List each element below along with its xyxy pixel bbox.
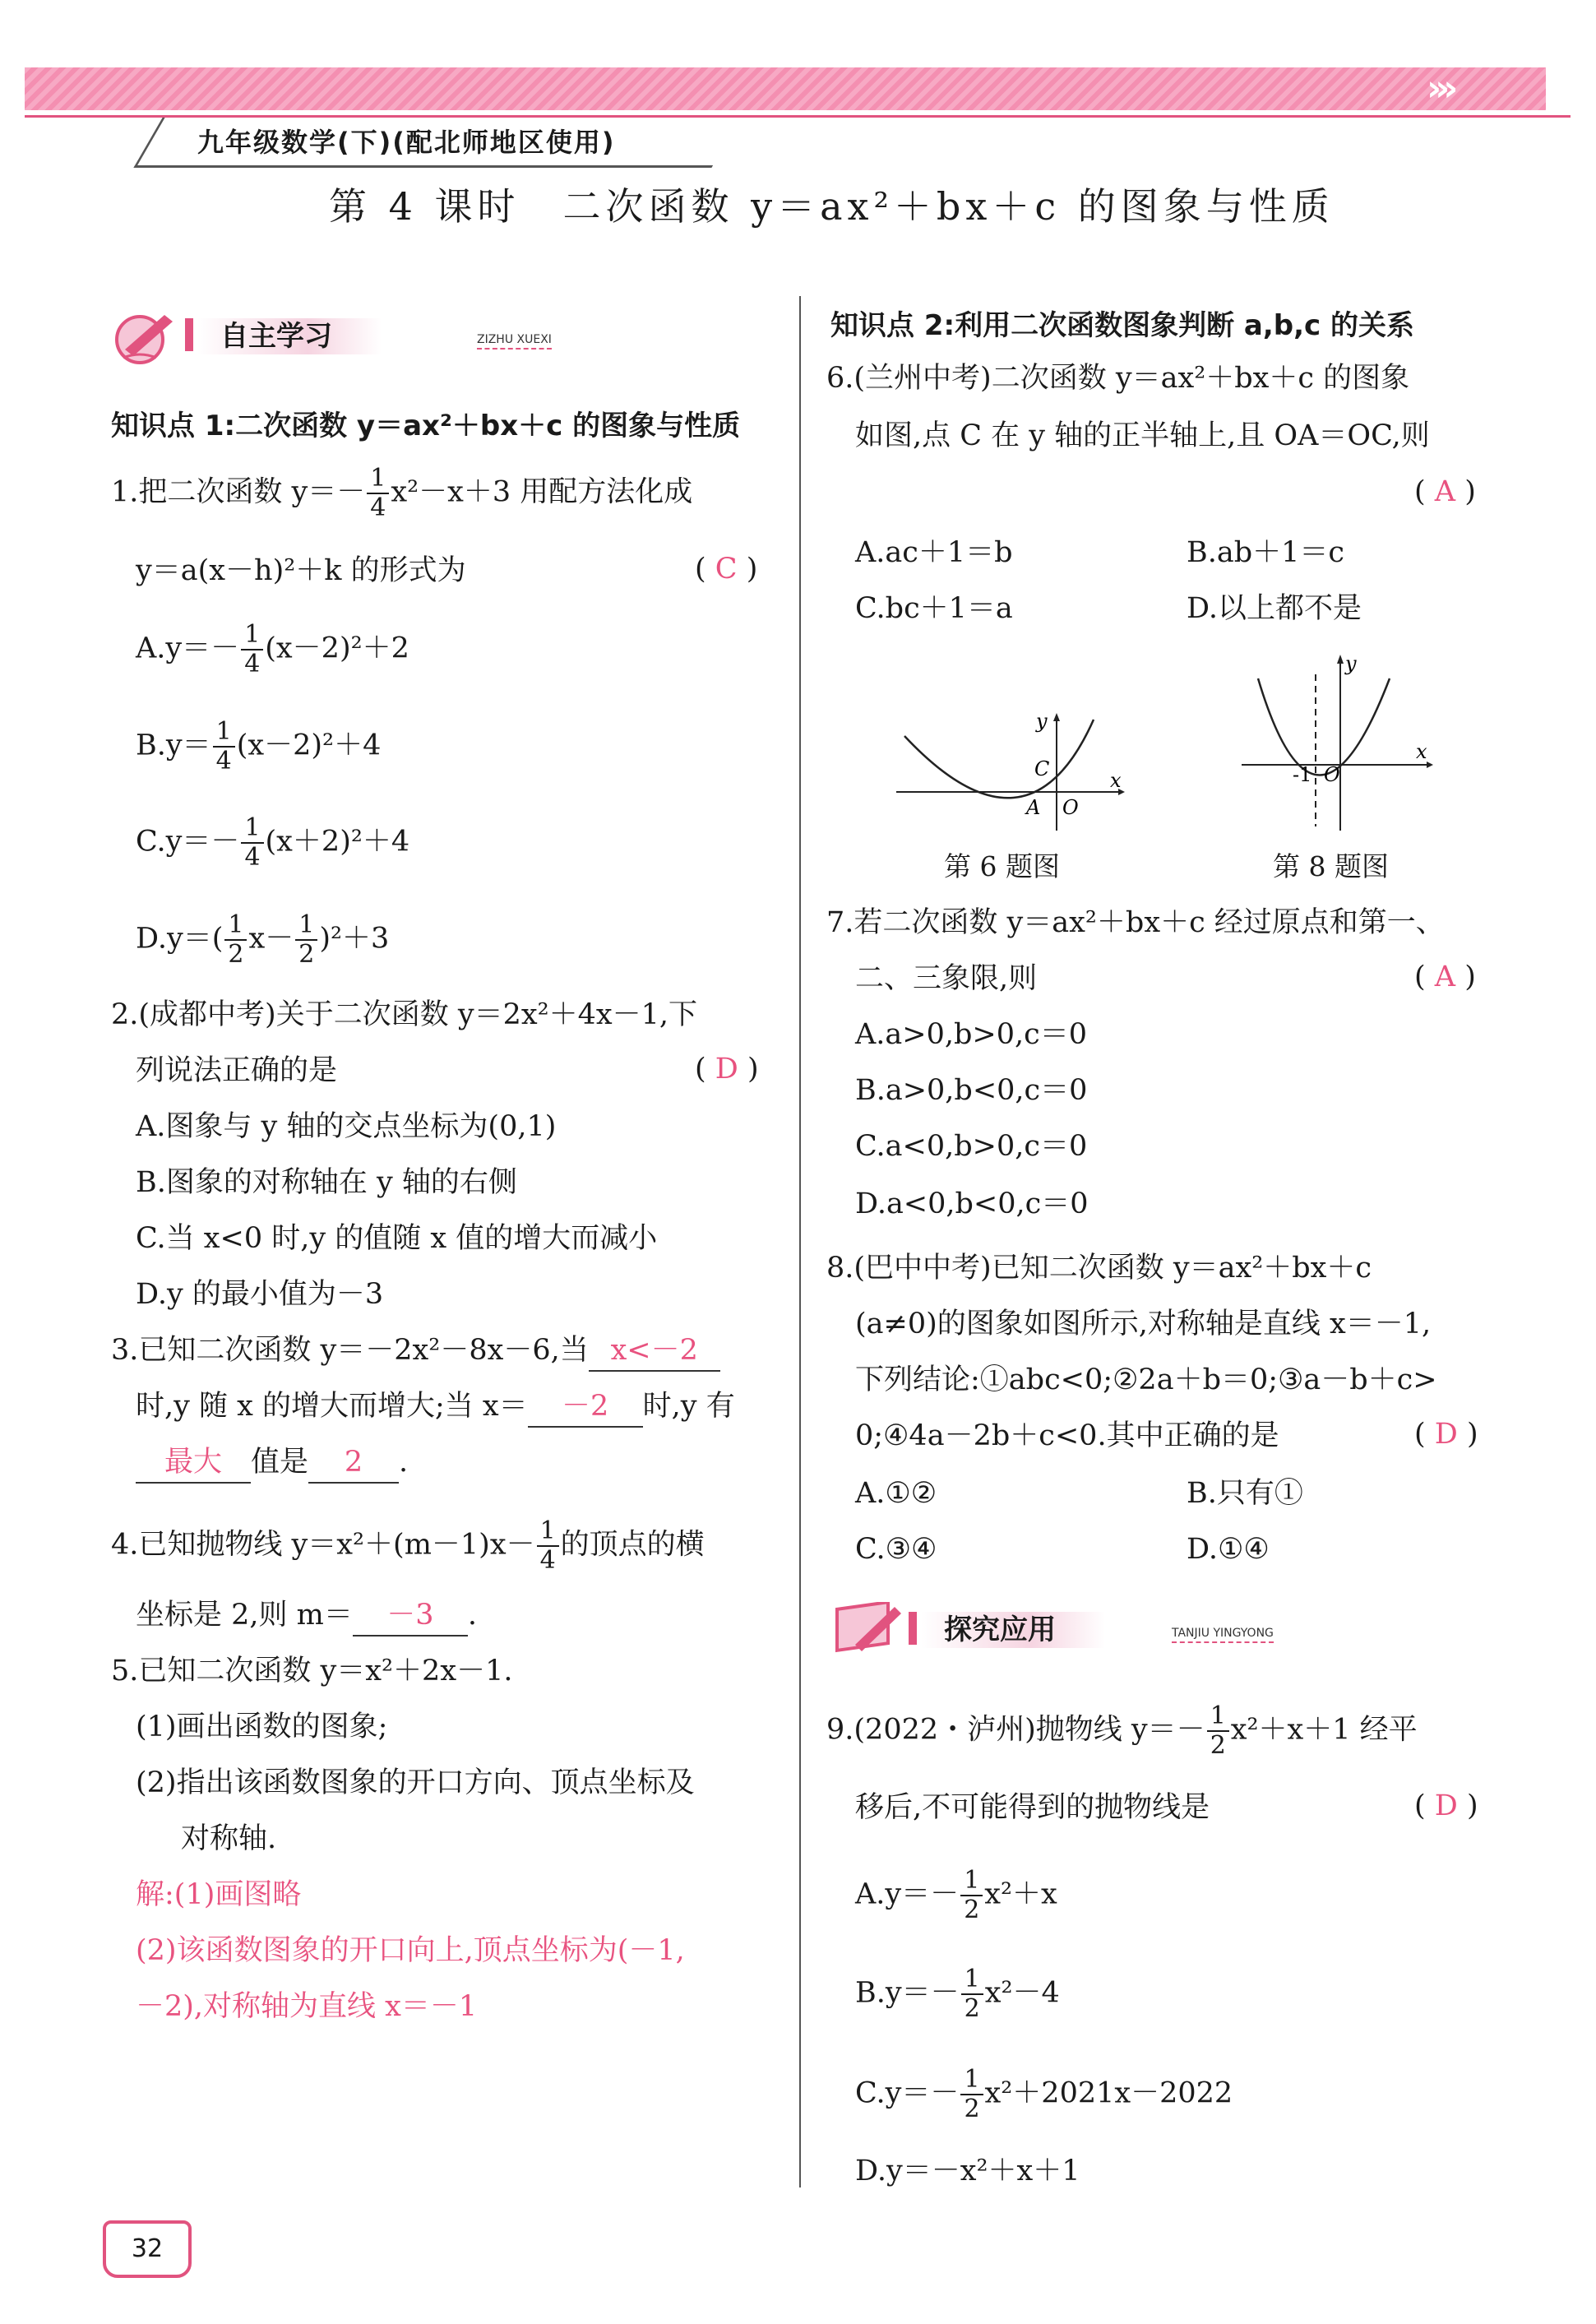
q1-stem-1b: x²－x＋3 用配方法化成 [391,475,693,509]
q3-blank-1: x<－2 [589,1331,720,1372]
q8-stem-line1: 8.(巴中中考)已知二次函数 y＝ax²＋bx＋c [826,1252,1372,1285]
q1-answer-paren: ( C ) [695,553,758,586]
q9-option-a: A.y＝－ $\frac{1}{2}$ x²＋x [855,1866,1057,1924]
badge-marker [909,1612,917,1645]
q3-blank-4: 2 [308,1442,399,1484]
q5-stem: 5.已知二次函数 y＝x²＋2x－1. [111,1655,513,1687]
fraction: $\frac{1}{4}$ [537,1517,559,1575]
q5-part-2a: (2)指出该函数图象的开口方向、顶点坐标及 [136,1766,695,1799]
fig8-label-x: x [1416,740,1427,763]
q5-solution-2b: －2),对称轴为直线 x＝－1 [136,1990,478,2023]
q8-option-b: B.只有① [1187,1477,1303,1510]
q9-stem-line1: 9.(2022・泸州)抛物线 y＝－ $\frac{1}{2}$ x²＋x＋1 经平 [826,1701,1418,1760]
badge-marker [185,318,193,351]
q3-stem-line3: 最大 值是 2 . [136,1442,408,1484]
fraction: $\frac{1}{2}$ [961,1965,983,2023]
q1-stem-line1 [111,465,692,522]
q2-option-d: D.y 的最小值为－3 [136,1278,384,1311]
q4-stem-line1: 4.已知抛物线 y＝x²＋(m－1)x－ $\frac{1}{4}$ 的顶点的横 [111,1516,705,1575]
q1-option-b: B.y＝ $\frac{1}{4}$ (x－2)²＋4 [136,717,382,775]
q6-answer: A [1434,475,1456,508]
q6-stem-line1: 6.(兰州中考)二次函数 y＝ax²＋bx＋c 的图象 [826,362,1410,395]
column-divider [799,296,801,2187]
section-label: 自主学习 [197,318,382,354]
q7-option-b: B.a>0,b<0,c＝0 [855,1074,1088,1107]
q2-option-b: B.图象的对称轴在 y 轴的右侧 [136,1166,517,1199]
q6-stem-line2: 如图,点 C 在 y 轴的正半轴上,且 OA＝OC,则 [855,419,1430,452]
q9-option-d: D.y＝－x²＋x＋1 [855,2155,1080,2187]
q3-stem-line1: 3.已知二次函数 y＝－2x²－8x－6,当 x<－2 [111,1331,720,1372]
fig8-parabola [1258,678,1390,775]
q9-stem-line2: 移后,不可能得到的抛物线是 [855,1791,1210,1824]
figure-q6 [896,703,1126,835]
fig8-label-y: y [1345,652,1357,675]
q5-part-1: (1)画出函数的图象; [136,1711,388,1743]
figure-q8-caption: 第 8 题图 [1273,850,1389,882]
q8-stem-line4: 0;④4a－2b＋c<0.其中正确的是 [855,1419,1279,1452]
q9-answer: D [1434,1789,1458,1822]
fig6-label-x: x [1110,769,1122,792]
q5-solution-2a: (2)该函数图象的开口向上,顶点坐标为(－1, [136,1934,685,1967]
q6-option-d: D.以上都不是 [1187,592,1362,625]
section-label: 探究应用 [921,1612,1105,1648]
fraction: $\frac{1}{4}$ [213,718,235,775]
q2-answer: D [715,1053,738,1086]
q7-option-a: A.a>0,b>0,c＝0 [855,1018,1087,1051]
fraction: $\frac{1}{4}$ [241,814,263,872]
q2-option-c: C.当 x<0 时,y 的值随 x 值的增大而减小 [136,1222,658,1255]
q1-stem-1a: 1.把二次函数 y＝－ [111,475,366,509]
q8-stem-line3: 下列结论:①abc<0;②2a＋b＝0;③a－b＋c> [855,1363,1437,1396]
q1-option-d: D.y＝( $\frac{1}{2}$ x－ $\frac{1}{2}$ )²＋3 [136,910,390,969]
lesson-title: 第 4 课时 二次函数 y＝ax²＋bx＋c 的图象与性质 [329,184,1335,229]
q6-option-c: C.bc＋1＝a [855,592,1013,625]
q4-stem-line2: 坐标是 2,则 m＝ －3 . [136,1595,477,1637]
fig6-label-y: y [1036,710,1048,733]
fig8-y-arrow [1337,655,1344,664]
fig8-x-arrow [1427,762,1433,768]
fraction: $\frac{1}{2}$ [295,911,317,969]
q8-option-a: A.①② [855,1477,937,1510]
q3-stem-line2: 时,y 随 x 的增大而增大;当 x＝ －2 时,y 有 [136,1387,735,1428]
q1-option-c: C.y＝－ $\frac{1}{4}$ (x＋2)²＋4 [136,813,410,872]
q7-option-d: D.a<0,b<0,c＝0 [855,1187,1089,1220]
figure-q8 [1233,650,1447,839]
fraction: $\frac{1}{2}$ [224,911,247,969]
q8-answer-paren: ( D ) [1414,1418,1478,1451]
q8-stem-line2: (a≠0)的图象如图所示,对称轴是直线 x＝－1, [855,1308,1432,1340]
fraction: $\frac{1}{2}$ [960,1867,983,1924]
q5-part-2b: 对称轴. [181,1822,277,1855]
fig6-parabola [904,720,1094,798]
header-band [25,67,1546,110]
fraction: $\frac{1}{2}$ [960,2066,983,2123]
book-title: 九年级数学(下)(配北师地区使用) [197,127,616,158]
q1-option-a: A.y＝－ $\frac{1}{4}$ (x－2)²＋2 [136,620,409,678]
pen-icon [830,1602,904,1660]
figure-q6-caption: 第 6 题图 [944,850,1060,882]
section-pinyin: TANJIU YINGYONG [1172,1627,1274,1643]
q7-stem-line1: 7.若二次函数 y＝ax²＋bx＋c 经过原点和第一、 [826,906,1445,939]
q2-answer-paren: ( D ) [695,1053,759,1086]
q8-option-c: C.③④ [855,1533,937,1566]
fraction: $\frac{1}{4}$ [367,465,389,522]
q9-option-c: C.y＝－ $\frac{1}{2}$ x²＋2021x－2022 [855,2065,1233,2123]
q5-solution-1: 解:(1)画图略 [136,1878,302,1911]
q7-answer-paren: ( A ) [1414,961,1476,993]
knowledge-point-2: 知识点 2:利用二次函数图象判断 a,b,c 的关系 [830,309,1415,342]
q8-answer: D [1434,1418,1458,1451]
q3-blank-2: －2 [528,1387,643,1428]
pen-icon [107,308,181,366]
q6-option-a: A.ac＋1＝b [855,536,1013,569]
q3-blank-3: 最大 [136,1442,251,1484]
q1-stem-line2: y＝a(x－h)²＋k 的形式为 [136,554,466,587]
section-badge-self-study [107,308,682,366]
q7-stem-line2: 二、三象限,则 [855,962,1038,995]
q2-option-a: A.图象与 y 轴的交点坐标为(0,1) [136,1110,557,1143]
chevron-right-icon: ››› [1427,67,1452,109]
section-pinyin: ZIZHU XUEXI [477,333,552,350]
q8-option-d: D.①④ [1187,1533,1270,1566]
page-number: 32 [103,2220,192,2278]
fig6-label-c: C [1034,757,1050,780]
q2-stem-line1: 2.(成都中考)关于二次函数 y＝2x²＋4x－1,下 [111,998,698,1031]
q4-blank: －3 [353,1595,468,1637]
fraction: $\frac{1}{2}$ [1207,1702,1229,1760]
q2-stem-line2: 列说法正确的是 [136,1054,338,1087]
fraction: $\frac{1}{4}$ [241,621,263,678]
q7-answer: A [1434,961,1456,993]
q6-option-b: B.ab＋1＝c [1187,536,1344,569]
q7-option-c: C.a<0,b>0,c＝0 [855,1130,1088,1163]
q1-answer: C [715,553,738,586]
fig8-label-o: O [1324,763,1340,786]
fig6-y-arrow [1053,713,1060,721]
fig8-label-neg1: -1 [1293,763,1312,786]
q9-option-b: B.y＝－ $\frac{1}{2}$ x²－4 [855,1965,1060,2023]
knowledge-point-1: 知识点 1:二次函数 y＝ax²＋bx＋c 的图象与性质 [111,410,741,442]
q6-answer-paren: ( A ) [1414,475,1476,508]
fig6-label-a: A [1026,796,1041,819]
fig6-label-o: O [1062,796,1079,819]
section-badge-explore [830,1602,1406,1660]
q9-answer-paren: ( D ) [1414,1789,1478,1822]
